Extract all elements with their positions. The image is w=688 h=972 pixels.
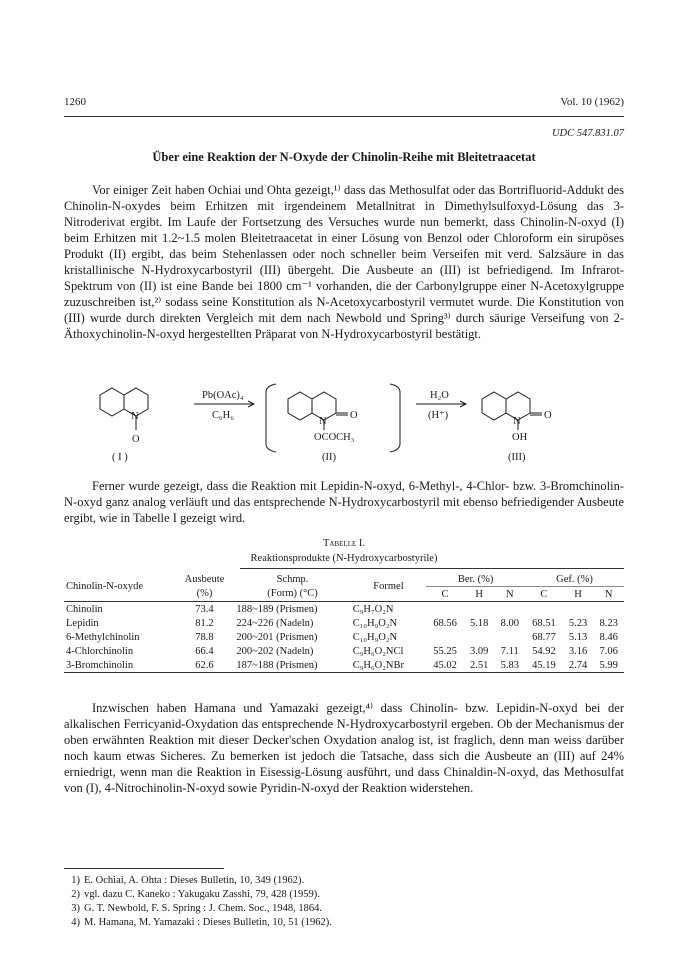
footnote <box>64 874 332 888</box>
cell-mp: 188~189 (Prismen) <box>236 603 318 615</box>
col-found: Gef. (%) <box>525 572 624 587</box>
table-row <box>64 616 624 630</box>
col-calc: Ber. (%) <box>426 572 525 587</box>
cell-compound: Lepidin <box>66 617 99 629</box>
structure-I <box>100 388 148 430</box>
col-formula: Formel <box>373 581 404 592</box>
cell-gef-N <box>593 602 624 617</box>
substituent-III: OH <box>512 432 528 443</box>
col-mp-unit: (Form) (°C) <box>267 588 318 600</box>
cell-gef-H: 5.23 <box>568 617 588 629</box>
cell-gef-C: 45.19 <box>532 659 556 671</box>
reagent1-top: Pb(OAc)₄ <box>202 390 244 401</box>
col-yield: Ausbeute <box>184 573 225 585</box>
cell-yield: 78.8 <box>195 631 214 643</box>
cell-yield: 81.2 <box>195 617 214 629</box>
cell-gef-N: 5.99 <box>599 659 618 671</box>
atom-N-I: N <box>131 411 139 422</box>
cell-mp: 187~188 (Prismen) <box>236 659 318 671</box>
table-row <box>64 658 624 673</box>
footnote-text: G. T. Newbold, F. S. Spring : J. Chem. Soc., 1948, 1864. <box>84 903 322 914</box>
footnote <box>64 902 332 916</box>
atom-O-III: O <box>544 410 552 421</box>
table-top-rule <box>240 568 624 569</box>
atom-O-II: O <box>350 410 358 421</box>
footnote-number: 2) <box>71 889 80 900</box>
cell-ber-N <box>494 630 525 644</box>
table-header-row <box>64 572 624 587</box>
cell-compound: Chinolin <box>66 603 103 615</box>
results-table <box>64 572 624 673</box>
col-gef-C: C <box>540 588 548 600</box>
footnotes <box>64 874 332 930</box>
article-title: Über eine Reaktion der N-Oxyde der Chinolin-Reihe mit Bleitetraacetat <box>152 150 536 164</box>
cell-mp: 200~201 (Prismen) <box>236 631 318 643</box>
structure-III <box>482 392 542 430</box>
cell-mp: 224~226 (Nadeln) <box>236 617 314 629</box>
col-ber-H: H <box>475 588 483 600</box>
footnote-text: M. Hamana, M. Yamazaki : Dieses Bulletin, 10, 51 (1962). <box>84 917 332 928</box>
cell-ber-H: 3.09 <box>470 645 489 657</box>
footnote <box>64 888 332 902</box>
cell-ber-C: 55.25 <box>433 645 457 657</box>
cell-ber-H: 5.18 <box>470 617 489 629</box>
cell-formula: C₁₀H₉O₂N <box>352 617 398 629</box>
label-II: (II) <box>322 452 336 463</box>
bracket-left <box>266 384 276 452</box>
udc-code: UDC 547.831.07 <box>551 128 624 139</box>
structure-II <box>288 392 348 430</box>
cell-ber-N: 7.11 <box>500 645 519 657</box>
col-gef-N: N <box>604 588 613 600</box>
paragraph-results: Ferner wurde gezeigt, dass die Reaktion mit Lepidin-N-oxyd, 6-Methyl-, 4-Chlor- bzw. 3-Bromchinolin-N-oxyd ganz analog verläuft und das entsprechende N-Hydroxycarbostyril mit ebenso befriedigender Ausbeute ergibt, wie in Tabelle I gezeigt wird. <box>64 479 624 525</box>
cell-yield: 62.6 <box>195 659 214 671</box>
col-yield-unit: (%) <box>196 588 213 600</box>
cell-formula: C₉H₆O₂NBr <box>352 659 404 671</box>
cell-compound: 6-Methylchinolin <box>66 631 140 643</box>
cell-gef-C: 68.77 <box>532 631 556 643</box>
atom-O-I: O <box>132 434 140 445</box>
cell-yield: 73.4 <box>195 603 214 615</box>
paragraph-discussion: Inzwischen haben Hamana und Yamazaki gezeigt,⁴⁾ dass Chinolin- bzw. Lepidin-N-oxyd bei der alkalischen Ferricyanid-Oxydation das entsprechende N-Hydroxycarbostyril ergeben. Ob der Mechanismus der oben erwähnten Reaktion mit dieser Decker'schen Oxydation analog ist, ist fraglich, denn man weiss darüber noch kaum etwas Sicheres. Zu bemerken ist jedoch die Tatsache, dass sich die Ausbeute an (III) auf 24% erniedrigt, wenn man die Reaktion in Eisessig-Lösung ausführt, und dass Chinaldin-N-oxyd, das Methosulfat von (I), 4-Nitrochinolin-N-oxyd sowie Pyridin-N-oxyd der Reaktion widerstehen. <box>64 701 624 795</box>
cell-gef-H <box>563 602 594 617</box>
cell-compound: 3-Bromchinolin <box>66 659 134 671</box>
table-row <box>64 602 624 617</box>
footnote-text: vgl. dazu C. Kaneko : Yakugaku Zasshi, 79, 428 (1959). <box>84 889 320 900</box>
label-III: (III) <box>508 452 526 463</box>
reagent2-bottom: (H⁺) <box>428 410 449 421</box>
cell-ber-N: 5.83 <box>500 659 519 671</box>
footnote-text: E. Ochiai, A. Ohta : Dieses Bulletin, 10, 349 (1962). <box>84 875 305 886</box>
footnote-number: 1) <box>71 875 80 886</box>
table-subcaption: Reaktionsprodukte (N-Hydroxycarbostyrile) <box>250 553 438 564</box>
col-gef-H: H <box>574 588 582 600</box>
table-row <box>64 644 624 658</box>
header-rule <box>64 116 624 117</box>
cell-gef-C <box>525 602 563 617</box>
cell-gef-C: 68.51 <box>532 617 556 629</box>
label-I: ( I ) <box>112 452 128 463</box>
cell-mp: 200~202 (Nadeln) <box>236 645 314 657</box>
cell-ber-C <box>426 630 464 644</box>
cell-formula: C₉H₆O₂NCl <box>352 645 404 657</box>
atom-N-III: N <box>513 416 521 427</box>
cell-formula: C₉H₇O₂N <box>352 603 394 615</box>
cell-gef-N: 8.46 <box>599 631 618 643</box>
cell-ber-H <box>464 630 495 644</box>
cell-formula: C₁₀H₉O₂N <box>352 631 398 643</box>
reagent1-bottom: C₆H₆ <box>212 410 234 421</box>
reagent2-top: H₂O <box>430 390 449 401</box>
col-compound: Chinolin-N-oxyde <box>66 581 143 592</box>
footnote-number: 3) <box>71 903 80 914</box>
cell-gef-N: 8.23 <box>599 617 618 629</box>
cell-gef-H: 2.74 <box>568 659 588 671</box>
journal-volume: Vol. 10 (1962) <box>560 96 624 108</box>
cell-ber-H: 2.51 <box>470 659 489 671</box>
col-ber-C: C <box>441 588 449 600</box>
substituent-II: OCOCH₃ <box>314 432 355 443</box>
cell-gef-C: 54.92 <box>532 645 556 657</box>
cell-yield: 66.4 <box>195 645 214 657</box>
page-number: 1260 <box>64 96 86 108</box>
paragraph-intro: Vor einiger Zeit haben Ochiai und Ohta gezeigt,¹⁾ dass das Methosulfat oder das Bortrifluorid-Addukt des Chinolin-N-oxydes beim Erhitzen mit irgendeinem Metallnitrat in Dimethylsulfoxyd-Lösung das 3-Nitroderivat ergibt. Im Laufe der Fortsetzung des Versuches wurde nun bemerkt, dass Chinolin-N-oxyd (I) beim Erhitzen mit 1.2~1.5 molen Bleitetraacetat in einer Lösung von Benzol oder Chloroform ein sirupöses Produkt (II) ergibt, das beim Stehenlassen oder noch schneller beim Verseifen mit verd. Salzsäure in das kristallinische N-Hydroxycarbostyril (III) übergeht. Die Ausbeute an (III) ist befriedigend. Im Infrarot-Spektrum von (II) ist eine Bande bei 1800 cm⁻¹ vorhanden, die der Carbonylgruppe einer N-Acetoxylgruppe zuzuschreiben ist,²⁾ sodass seine Konstitution als N-Acetoxycarbostyril vermutet wurde. Die Konstitution von (III) wurde durch direkten Vergleich mit dem nach Newbold und Spring³⁾ durch säurige Verseifung von 2-Äthoxychinolin-N-oxyd hergestellten Präparat von N-Hydroxycarbostyril bestätigt. <box>64 183 624 341</box>
reaction-scheme-drawing <box>64 382 624 472</box>
footnote-rule <box>64 868 224 869</box>
bracket-right <box>390 384 400 452</box>
footnote <box>64 916 332 930</box>
col-ber-N: N <box>505 588 514 600</box>
cell-gef-H: 5.13 <box>568 631 588 643</box>
cell-gef-N: 7.06 <box>599 645 618 657</box>
table-caption: Tabelle I. <box>323 538 365 549</box>
table-row <box>64 630 624 644</box>
cell-ber-N: 8.00 <box>500 617 519 629</box>
cell-ber-C: 68.56 <box>433 617 457 629</box>
cell-compound: 4-Chlorchinolin <box>66 645 134 657</box>
cell-gef-H: 3.16 <box>568 645 588 657</box>
cell-ber-C: 45.02 <box>433 659 457 671</box>
footnote-number: 4) <box>71 917 80 928</box>
reaction-scheme <box>64 382 624 472</box>
cell-ber-H <box>464 602 495 617</box>
cell-ber-C <box>426 602 464 617</box>
cell-ber-N <box>494 602 525 617</box>
atom-N-II: N <box>319 416 327 427</box>
col-mp: Schmp. <box>276 573 309 585</box>
